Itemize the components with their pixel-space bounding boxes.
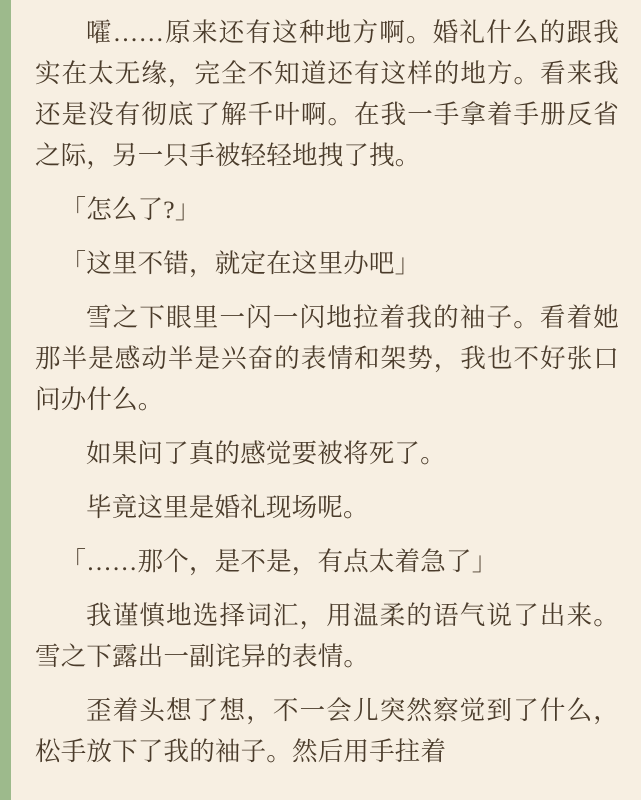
paragraph: 如果问了真的感觉要被将死了。 (86, 439, 446, 468)
paragraph-dialogue: 「怎么了?」 (60, 195, 201, 224)
paragraph: 我谨慎地选择词汇，用温柔的语气说了出来。雪之下露出一副诧异的表情。 (35, 601, 619, 671)
paragraph: 嚯……原来还有这种地方啊。婚礼什么的跟我实在太无缘，完全不知道还有这样的地方。看来我还是没有彻底了解千叶啊。在我一手拿着手册反省之际，另一只手被轻轻地拽了拽。 (35, 18, 619, 170)
paragraph-dialogue: 「这里不错，就定在这里办吧」 (60, 249, 421, 278)
paragraph: 歪着头想了想，不一会儿突然察觉到了什么，松手放下了我的袖子。然后用手拄着 (35, 696, 619, 766)
page-text-body (11, 0, 641, 800)
paragraph-dialogue: 「……那个，是不是，有点太着急了」 (60, 547, 498, 576)
paragraph: 雪之下眼里一闪一闪地拉着我的袖子。看着她那半是感动半是兴奋的表情和架势，我也不好张口问办什么。 (35, 303, 619, 414)
paragraph: 毕竟这里是婚礼现场呢。 (86, 493, 369, 522)
page-accent-bar (0, 0, 11, 800)
